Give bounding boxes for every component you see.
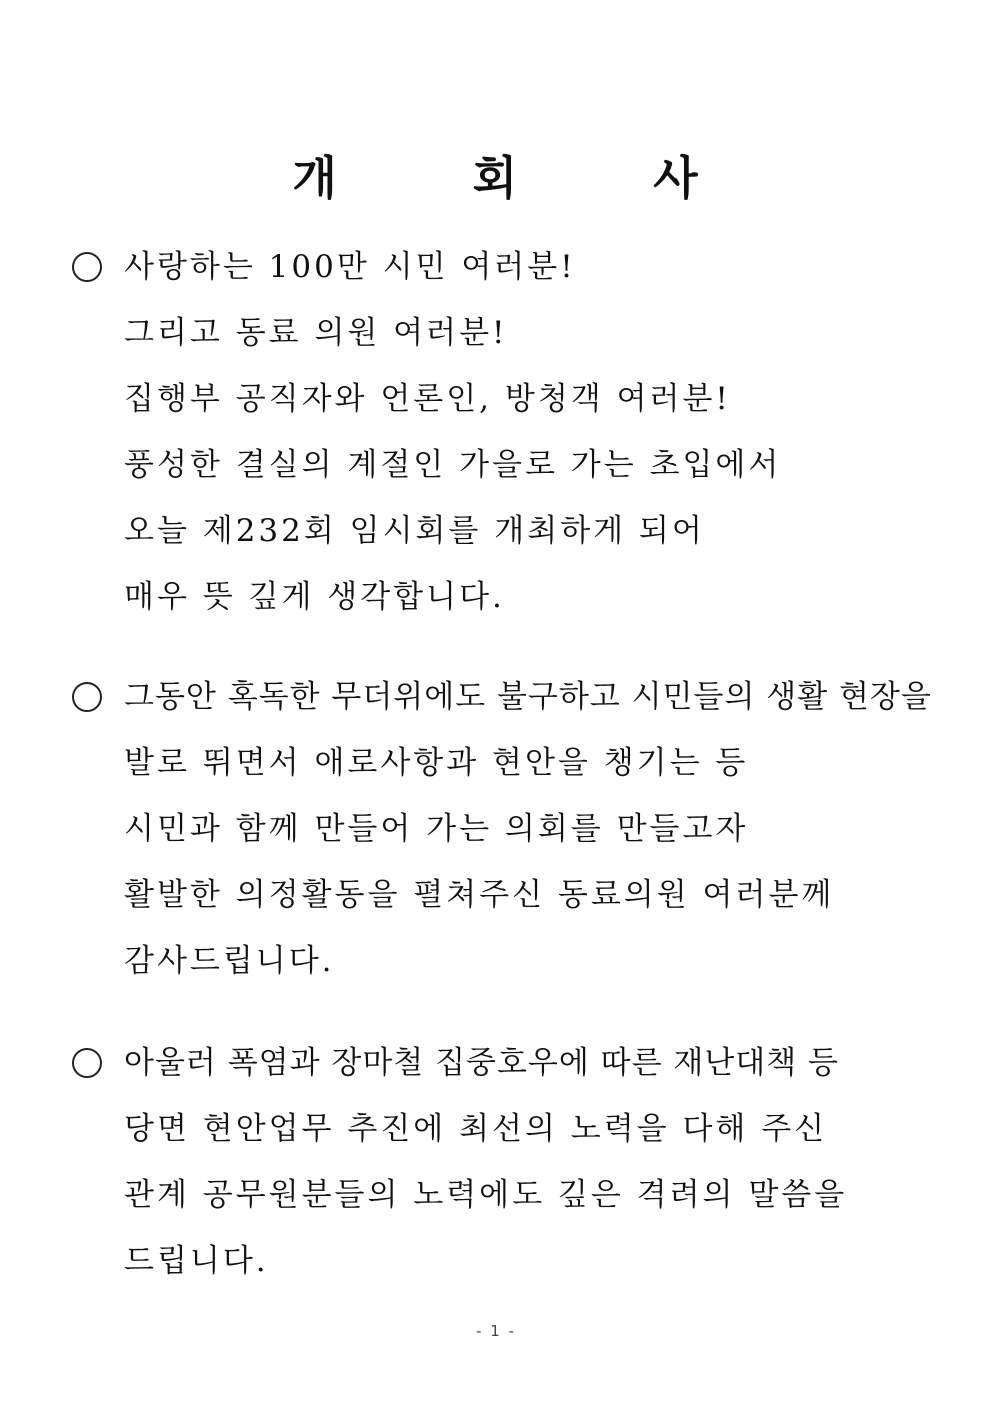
circle-bullet-icon [72, 252, 102, 282]
paragraph-line: 매우 뜻 깊게 생각합니다. [124, 579, 505, 615]
paragraph-line: 발로 뛰면서 애로사항과 현안을 챙기는 등 [124, 745, 749, 781]
paragraph-line: 감사드립니다. [124, 943, 335, 979]
circle-bullet-icon [72, 682, 102, 712]
title-char-2: 회 [472, 151, 520, 205]
paragraph-line: 사랑하는 100만 시민 여러분! [124, 249, 576, 285]
paragraph-2-lines [124, 674, 954, 1004]
document-title [0, 148, 992, 208]
paragraph-line: 집행부 공직자와 언론인, 방청객 여러분! [124, 381, 731, 417]
paragraph-line: 그리고 동료 의원 여러분! [124, 315, 508, 351]
paragraph-line: 아울러 폭염과 장마철 집중호우에 따른 재난대책 등 [124, 1045, 839, 1081]
paragraph-line: 시민과 함께 만들어 가는 의회를 만들고자 [124, 811, 749, 847]
paragraph-line: 관계 공무원분들의 노력에도 깊은 격려의 말씀을 [124, 1177, 848, 1213]
paragraph-line: 오늘 제232회 임시회를 개최하게 되어 [124, 513, 705, 549]
circle-bullet-icon [72, 1048, 102, 1078]
paragraph-line: 활발한 의정활동을 펼쳐주신 동료의원 여러분께 [124, 877, 835, 913]
page-number: - 1 - [476, 1322, 516, 1340]
paragraph-line: 풍성한 결실의 계절인 가을로 가는 초입에서 [124, 447, 782, 483]
paragraph-line: 그동안 혹독한 무더위에도 불구하고 시민들의 생활 현장을 [124, 679, 932, 715]
paragraph-line: 드립니다. [124, 1243, 269, 1279]
paragraph-line: 당면 현안업무 추진에 최선의 노력을 다해 주신 [124, 1111, 828, 1147]
title-char-1: 개 [292, 151, 339, 205]
paragraph-1-lines [124, 244, 954, 640]
paragraph-3-lines [124, 1040, 954, 1304]
title-char-3: 사 [653, 151, 700, 205]
